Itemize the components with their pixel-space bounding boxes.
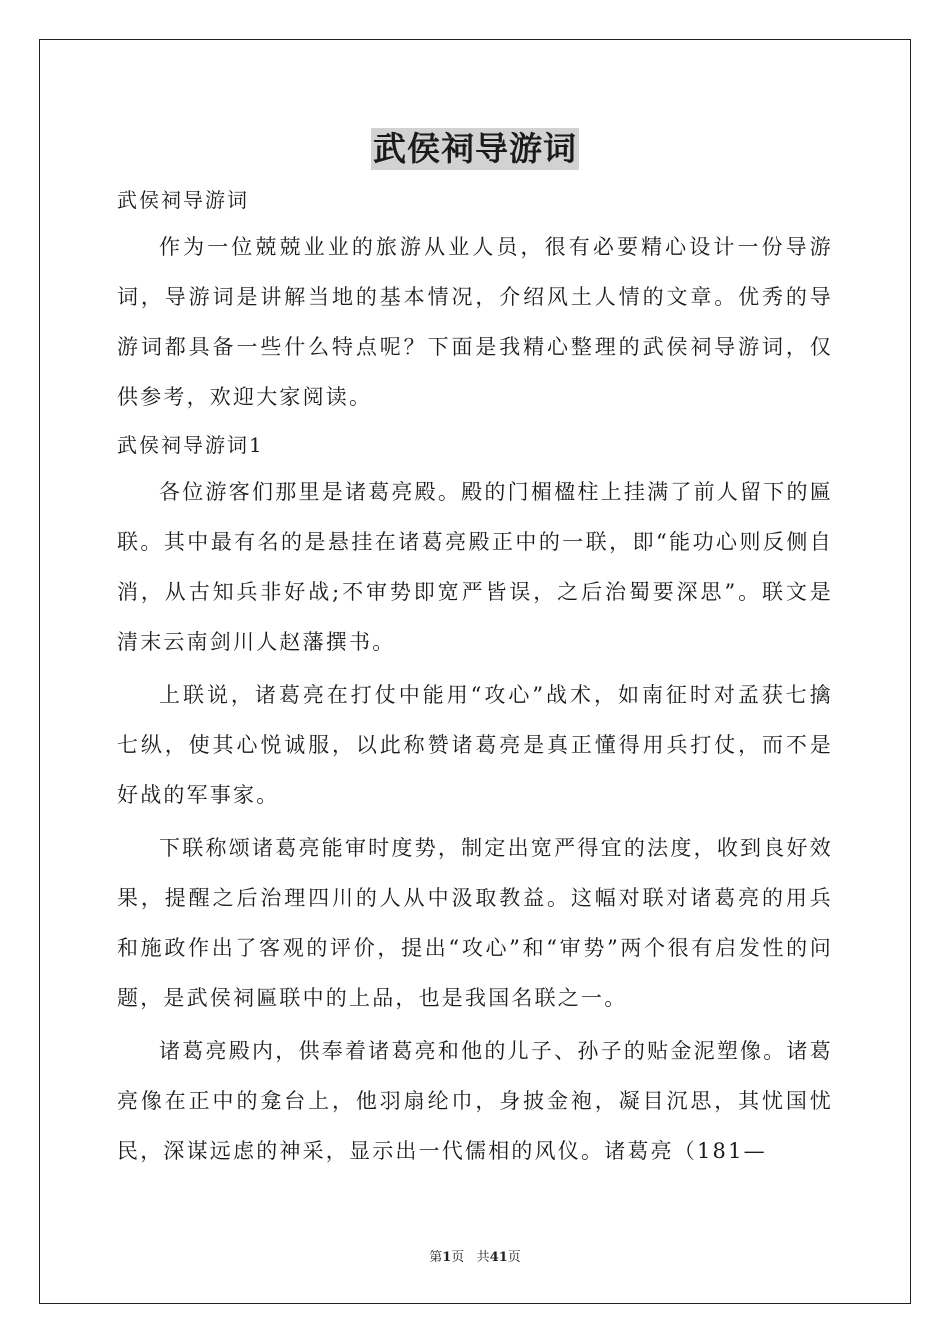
- page-suffix: 页: [451, 1250, 465, 1265]
- subtitle: 武侯祠导游词: [117, 188, 249, 212]
- page-prefix: 第: [429, 1250, 443, 1265]
- body-paragraph: 各位游客们那里是诸葛亮殿。殿的门楣楹柱上挂满了前人留下的匾联。其中最有名的是悬挂在诸葛亮殿正中的一联，即“能功心则反侧自消，从古知兵非好战;不审势即宽严皆误，之后治蜀要深思”。联文是清末云南剑川人赵藩撰书。: [117, 480, 833, 654]
- total-suffix: 页: [507, 1250, 521, 1265]
- page-number: 1: [442, 1250, 452, 1265]
- total-pages: 41: [489, 1250, 508, 1265]
- document-body: [117, 180, 833, 1179]
- title-container: [0, 128, 950, 170]
- page-footer: [0, 1246, 950, 1265]
- total-prefix: 共: [476, 1250, 490, 1265]
- body-paragraph: 上联说，诸葛亮在打仗中能用“攻心”战术，如南征时对孟获七擒七纵，使其心悦诚服，以此称赞诸葛亮是真正懂得用兵打仗，而不是好战的军事家。: [117, 683, 833, 807]
- section-heading: 武侯祠导游词1: [117, 433, 264, 457]
- intro-paragraph: 作为一位兢兢业业的旅游从业人员，很有必要精心设计一份导游词，导游词是讲解当地的基本情况，介绍风土人情的文章。优秀的导游词都具备一些什么特点呢？下面是我精心整理的武侯祠导游词，仅供参考，欢迎大家阅读。: [117, 235, 833, 409]
- body-paragraph: 下联称颂诸葛亮能审时度势，制定出宽严得宜的法度，收到良好效果，提醒之后治理四川的人从中汲取教益。这幅对联对诸葛亮的用兵和施政作出了客观的评价，提出“攻心”和“审势”两个很有启发性的问题，是武侯祠匾联中的上品，也是我国名联之一。: [117, 836, 833, 1010]
- body-paragraph: 诸葛亮殿内，供奉着诸葛亮和他的儿子、孙子的贴金泥塑像。诸葛亮像在正中的龛台上，他羽扇纶巾，身披金袍，凝目沉思，其忧国忧民，深谋远虑的神采，显示出一代儒相的风仪。诸葛亮（181—: [117, 1039, 833, 1163]
- document-title: 武侯祠导游词: [373, 129, 577, 168]
